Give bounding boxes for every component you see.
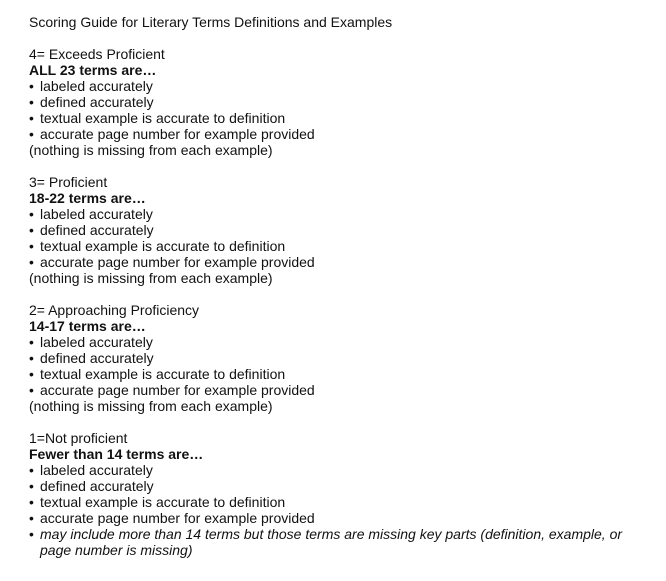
list-item: • labeled accurately bbox=[29, 206, 153, 222]
bullet-icon: • bbox=[29, 510, 34, 526]
bullet-icon: • bbox=[29, 254, 34, 270]
list-item: • accurate page number for example provided bbox=[29, 254, 315, 270]
bullet-icon: • bbox=[29, 366, 34, 382]
criteria-list bbox=[29, 206, 649, 270]
bullet-icon: • bbox=[29, 478, 34, 494]
level-note: (nothing is missing from each example) bbox=[29, 270, 273, 286]
level-heading: 1=Not proficient bbox=[29, 430, 128, 446]
list-item: • may include more than 14 terms but those terms are missing key parts (definition, example, or page number is missing) bbox=[29, 526, 623, 558]
level-4-section bbox=[29, 46, 649, 158]
bullet-icon: • bbox=[29, 526, 34, 542]
list-item: • defined accurately bbox=[29, 350, 154, 366]
bullet-icon: • bbox=[29, 238, 34, 254]
bullet-icon: • bbox=[29, 222, 34, 238]
bullet-icon: • bbox=[29, 94, 34, 110]
bullet-icon: • bbox=[29, 78, 34, 94]
list-item: • labeled accurately bbox=[29, 334, 153, 350]
level-subheading: Fewer than 14 terms are… bbox=[29, 446, 204, 462]
list-item: • labeled accurately bbox=[29, 78, 153, 94]
list-item: • accurate page number for example provided bbox=[29, 126, 315, 142]
level-subheading: ALL 23 terms are… bbox=[29, 62, 157, 78]
level-note: (nothing is missing from each example) bbox=[29, 398, 273, 414]
criteria-list bbox=[29, 462, 649, 558]
bullet-icon: • bbox=[29, 126, 34, 142]
level-1-section bbox=[29, 430, 649, 558]
list-item: • textual example is accurate to definition bbox=[29, 366, 286, 382]
bullet-icon: • bbox=[29, 494, 34, 510]
bullet-icon: • bbox=[29, 206, 34, 222]
criteria-list bbox=[29, 78, 649, 142]
list-item: • textual example is accurate to definition bbox=[29, 110, 286, 126]
level-2-section bbox=[29, 302, 649, 414]
list-item: • accurate page number for example provided bbox=[29, 382, 315, 398]
level-heading: 4= Exceeds Proficient bbox=[29, 46, 165, 62]
level-subheading: 14-17 terms are… bbox=[29, 318, 146, 334]
list-item: • defined accurately bbox=[29, 222, 154, 238]
criteria-list bbox=[29, 334, 649, 398]
list-item: • textual example is accurate to definition bbox=[29, 238, 286, 254]
list-item: • defined accurately bbox=[29, 94, 154, 110]
bullet-icon: • bbox=[29, 462, 34, 478]
list-item: • accurate page number for example provided bbox=[29, 510, 315, 526]
bullet-icon: • bbox=[29, 382, 34, 398]
level-heading: 3= Proficient bbox=[29, 174, 108, 190]
bullet-icon: • bbox=[29, 350, 34, 366]
list-item: • textual example is accurate to definition bbox=[29, 494, 286, 510]
level-note: (nothing is missing from each example) bbox=[29, 142, 273, 158]
bullet-icon: • bbox=[29, 110, 34, 126]
bullet-icon: • bbox=[29, 334, 34, 350]
list-item: • labeled accurately bbox=[29, 462, 153, 478]
list-item: • defined accurately bbox=[29, 478, 154, 494]
scoring-guide-document bbox=[29, 14, 649, 558]
level-subheading: 18-22 terms are… bbox=[29, 190, 146, 206]
page-title: Scoring Guide for Literary Terms Definitions and Examples bbox=[29, 14, 393, 30]
level-heading: 2= Approaching Proficiency bbox=[29, 302, 200, 318]
level-3-section bbox=[29, 174, 649, 286]
